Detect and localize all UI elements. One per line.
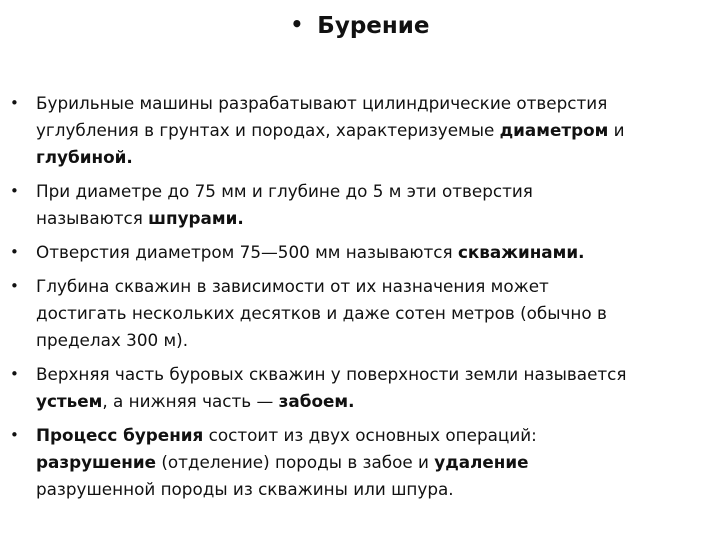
bullet-icon: • (10, 182, 19, 200)
bold-term: разрушение (36, 452, 156, 472)
bullet-line (36, 239, 710, 266)
bullet-item (10, 178, 710, 232)
text-segment: и (608, 120, 625, 140)
text-segment: достигать нескольких десятков и даже сотен метров (обычно в (36, 303, 607, 323)
bold-term: шпурами. (148, 208, 244, 228)
bullet-item (10, 273, 710, 354)
bullet-icon: • (10, 243, 19, 261)
bold-term: забоем. (278, 391, 355, 411)
slide-title-text: Бурение (317, 13, 430, 39)
bullet-item (10, 90, 710, 171)
text-segment: (отделение) породы в забое и (155, 452, 435, 472)
bullet-line (36, 144, 710, 171)
bullet-line (36, 178, 710, 205)
bullet-line (36, 273, 710, 300)
bold-term: устьем (36, 391, 103, 411)
bullet-line (36, 117, 710, 144)
text-segment: называются (36, 208, 149, 228)
bullet-line (36, 205, 710, 232)
bullet-line (36, 300, 710, 327)
bullet-icon: • (10, 277, 19, 295)
text-segment: углубления в грунтах и породах, характеризуемые (36, 120, 500, 140)
bullet-icon: • (10, 94, 19, 112)
bold-term: глубиной. (36, 147, 133, 167)
slide-title (0, 8, 720, 42)
bold-term: скважинами. (457, 242, 585, 262)
text-segment: При диаметре до 75 мм и глубине до 5 м эти отверстия (36, 181, 533, 201)
bullet-item (10, 422, 710, 503)
text-segment: разрушенной породы из скважины или шпура. (36, 479, 454, 499)
text-segment: Отверстия диаметром 75—500 мм называются (36, 242, 458, 262)
bold-term: диаметром (499, 120, 609, 140)
title-bullet-icon: • (290, 12, 304, 36)
bullet-line (36, 476, 710, 503)
bullet-line (36, 388, 710, 415)
bold-term: Процесс бурения (36, 425, 204, 445)
bullet-line (36, 422, 710, 449)
text-segment: состоит из двух основных операций: (203, 425, 537, 445)
bullet-item (10, 361, 710, 415)
bullet-item (10, 239, 710, 266)
bullet-list (10, 90, 710, 510)
text-segment: , а нижняя часть — (102, 391, 279, 411)
bullet-line (36, 449, 710, 476)
bullet-line (36, 361, 710, 388)
bullet-line (36, 327, 710, 354)
bold-term: удаление (434, 452, 529, 472)
bullet-line (36, 90, 710, 117)
text-segment: Глубина скважин в зависимости от их назначения может (36, 276, 549, 296)
text-segment: Бурильные машины разрабатывают цилиндрические отверстия (36, 93, 608, 113)
bullet-icon: • (10, 426, 19, 444)
text-segment: пределах 300 м). (36, 330, 189, 350)
text-segment: Верхняя часть буровых скважин у поверхности земли называется (36, 364, 627, 384)
bullet-icon: • (10, 365, 19, 383)
